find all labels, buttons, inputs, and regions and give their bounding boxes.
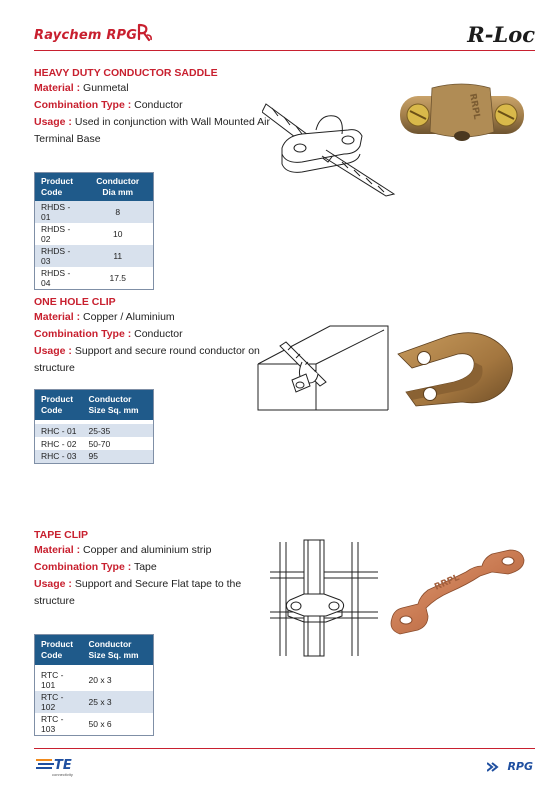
combination-line <box>34 559 279 576</box>
brand-raychem: Raychem <box>34 28 102 43</box>
te-logo-subtext: connectivity <box>52 772 73 777</box>
te-logo-icon <box>36 757 54 771</box>
saddle-spec-table <box>34 172 154 290</box>
saddle-line-drawing <box>262 92 397 197</box>
table-row <box>35 267 154 290</box>
header-divider <box>34 50 535 51</box>
table-row <box>35 691 154 713</box>
table-row <box>35 201 154 223</box>
usage-label: Usage : <box>34 578 72 590</box>
usage-line <box>34 343 269 377</box>
cell-value: 8 <box>83 201 154 223</box>
col-header-product-code: Product Code <box>35 635 83 666</box>
cell-code: RTC - 103 <box>35 713 83 736</box>
combination-value: Tape <box>131 561 157 573</box>
table-row <box>35 713 154 736</box>
table-row <box>35 223 154 245</box>
tape-clip-spec-table <box>34 634 154 736</box>
cell-code: RHDS - 02 <box>35 223 83 245</box>
material-line <box>34 309 279 326</box>
one-hole-clip-line-drawing <box>256 322 390 412</box>
saddle-photo-stamp: RRPL <box>467 92 482 121</box>
saddle-photo <box>398 82 526 150</box>
cell-code: RHDS - 04 <box>35 267 83 290</box>
tape-clip-photo-stamp: RRPL <box>433 572 462 593</box>
cell-code: RHC - 02 <box>35 437 83 450</box>
cell-value: 95 <box>83 450 154 463</box>
cell-value: 11 <box>83 245 154 267</box>
col-header-conductor-size: Conductor Size Sq. mm <box>83 635 154 666</box>
usage-line <box>34 114 274 148</box>
material-value: Gunmetal <box>80 82 129 94</box>
combination-line <box>34 97 279 114</box>
one-hole-clip-photo <box>392 332 524 410</box>
cell-value: 50-70 <box>83 437 154 450</box>
material-label: Material : <box>34 311 81 323</box>
usage-value: Support and Secure Flat tape to the structure <box>34 578 242 607</box>
tape-clip-photo <box>388 546 528 638</box>
col-header-conductor-dia: Conductor Dia mm <box>83 173 154 202</box>
r-loc-logo: R-Loc <box>467 22 535 47</box>
material-value: Copper / Aluminium <box>80 311 175 323</box>
te-logo-text: TE <box>54 758 72 773</box>
table-row <box>35 245 154 267</box>
combination-label: Combination Type : <box>34 328 132 340</box>
material-label: Material : <box>34 544 81 556</box>
combination-label: Combination Type : <box>34 99 132 111</box>
brand-logo-raychem-rpg <box>34 28 137 43</box>
usage-line <box>34 576 259 610</box>
combination-value: Conductor <box>131 328 183 340</box>
tape-clip-line-drawing <box>268 538 380 658</box>
section-title-one-hole-clip: ONE HOLE CLIP <box>34 296 116 308</box>
footer-divider <box>34 748 535 749</box>
cell-value: 10 <box>83 223 154 245</box>
combination-value: Conductor <box>131 99 183 111</box>
material-line <box>34 80 279 97</box>
table-row <box>35 424 154 437</box>
raychem-mark-icon <box>136 23 154 43</box>
material-label: Material : <box>34 82 81 94</box>
cell-value: 50 x 6 <box>83 713 154 736</box>
cell-value: 25 x 3 <box>83 691 154 713</box>
rpg-footer-logo: RPG <box>507 760 533 773</box>
rpg-chevron-icon <box>487 762 501 772</box>
material-line <box>34 542 279 559</box>
cell-code: RHC - 03 <box>35 450 83 463</box>
brand-rpg: RPG <box>106 28 138 43</box>
material-value: Copper and aluminium strip <box>80 544 212 556</box>
table-row <box>35 450 154 463</box>
combination-line <box>34 326 279 343</box>
cell-code: RTC - 101 <box>35 669 83 691</box>
usage-label: Usage : <box>34 345 72 357</box>
table-row <box>35 669 154 691</box>
usage-label: Usage : <box>34 116 72 128</box>
section-title-tape-clip: TAPE CLIP <box>34 529 89 541</box>
col-header-product-code: Product Code <box>35 390 83 421</box>
cell-code: RHDS - 01 <box>35 201 83 223</box>
cell-code: RHDS - 03 <box>35 245 83 267</box>
cell-code: RHC - 01 <box>35 424 83 437</box>
cell-code: RTC - 102 <box>35 691 83 713</box>
cell-value: 17.5 <box>83 267 154 290</box>
cell-value: 20 x 3 <box>83 669 154 691</box>
combination-label: Combination Type : <box>34 561 132 573</box>
col-header-product-code: Product Code <box>35 173 83 202</box>
table-row <box>35 437 154 450</box>
usage-value: Support and secure round conductor on structure <box>34 345 260 374</box>
cell-value: 25-35 <box>83 424 154 437</box>
col-header-conductor-size: Conductor Size Sq. mm <box>83 390 154 421</box>
section-title-saddle: HEAVY DUTY CONDUCTOR SADDLE <box>34 67 218 79</box>
one-hole-clip-spec-table <box>34 389 154 464</box>
usage-value: Used in conjunction with Wall Mounted Air Terminal Base <box>34 116 270 145</box>
